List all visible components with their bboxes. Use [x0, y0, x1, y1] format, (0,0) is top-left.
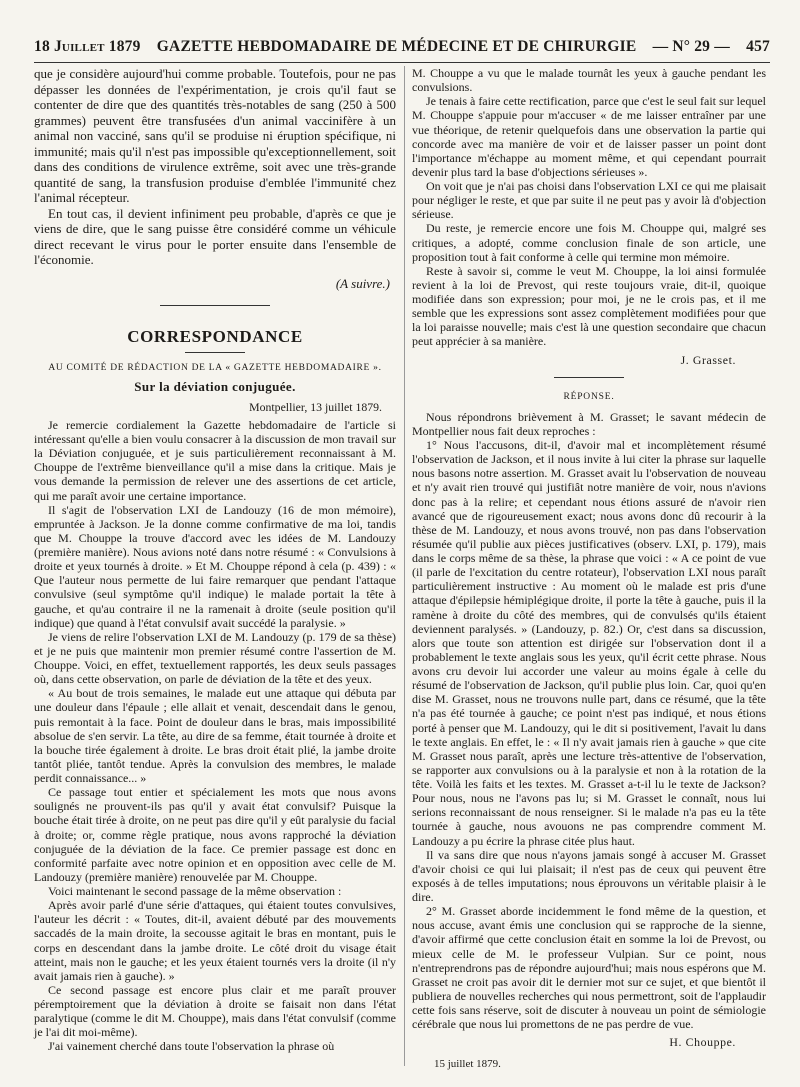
body-paragraph: 1° Nous l'accusons, dit-il, d'avoir mal et incomplètement résumé l'observation de Jackson, et il nous invite à lui citer la phrase sur laquelle nous basons notre assertion. M. Grasset avait lu l'observation de nouveau et n'y avait rien trouvé qui justifiât notre manière de voir, nous n'avions donc pas à la relire; et cependant nous étions assuré de n'avoir rien avancé que de rigoureusement exact; nous avons donc dû recourir à la thèse de M. Landouzy, et nous avons trouvé, non pas dans l'observation résumée qu'il publie aux pièces justificatives (observ. LXI, p. 179), mais dans le corps même de sa thèse, la phrase que voici : « A ce point de vue (il parle de l'excitation du centre rotateur), l'observation LXI nous paraît particulièrement instructive : Au moment où le malade est pris d'une attaque d'épilepsie hémiplégique droite, il porte la tête à gauche, puis il la ramène à droite du côté des membres, qui de convulsés qu'ils étaient deviennent paralysés. » (Landouzy, p. 82.) Or, c'est dans sa discussion, alors que toute son attention est dirigée sur l'observation dont il a probablement le texte anglais sous les yeux, qu'il écrit cette phrase. Nous avons cru devoir lui accorder une valeur au moins égale à celle du résumé de l'observation de Jackson, qu'il publie plus loin. Car, quoi qu'en dise M. Grasset, nous ne trouvons nulle part, dans ce résumé, que la tête n'a pas été tournée à gauche; ce point n'est pas indiqué, et nous étions porté à penser que M. Landouzy, qui le dit si positivement, l'avait lu dans le texte anglais. En effet, le : « Il n'y avait jamais rien à gauche » que cite M. Grasset nous paraît, après une lecture très-attentive de l'observation, se rapporter aux convulsions ou à la paralysie et non à la rotation de la tête. Voilà les faits et les textes. M. Grasset a-t-il lu le texte de Jackson? Pour nous, nous ne l'avons pas lu; si M. Grasset le connaît, nous lui serions reconnaissant de nous renseigner. Si le malade n'a pas eu la tête tournée à gauche, nous avouons ne pas comprendre comment M. Landouzy a pu écrire la phrase citée plus haut. — [412, 438, 766, 848]
right-column — [412, 66, 766, 1072]
body-paragraph: J'ai vainement cherché dans toute l'observation la phrase où — [48, 1039, 335, 1054]
section-divider — [160, 305, 270, 306]
body-paragraph: En tout cas, il devient infiniment peu probable, d'après ce que je viens de dire, que le sang puisse être considéré comme un véhicule direct recevant le virus pour le porter ensuite dans l'ensemble de l'économie. — [34, 205, 396, 268]
issue-date: 18 Juillet 1879 — [34, 38, 141, 55]
body-paragraph: M. Chouppe a vu que le malade tournât les yeux à gauche pendant les convulsions. — [412, 66, 766, 95]
body-paragraph: que je considère aujourd'hui comme probable. Toutefois, pour ne pas dépasser les données de l'expérimentation, je crois qu'il faut se contenter de dire que des quantités très-notables de sang (250 à 500 grammes) peuvent être transfusées d'un animal vaccinifère à un animal non vacciné, sans qu'il se produise ni éruption spécifique, ni immunité; mais qu'il n'est pas impossible qu'exceptionnellement, soit dans des conditions de virulence extrême, soit avec une très-grande quantité de sang, la transfusion produise d'emblée l'immunité chez l'animal récepteur. — [34, 66, 396, 206]
body-paragraph: Ce second passage est encore plus clair et me paraît prouver péremptoirement que la déviation à droite se faisait non dans l'état paralytique (comme le dit M. Chouppe), mais dans l'état convulsif (comme je l'ai dit moi-même). — [34, 982, 396, 1040]
reply-heading: RÉPONSE. — [563, 391, 615, 402]
left-column — [34, 66, 396, 1054]
article-title: Sur la déviation conjuguée. — [134, 378, 296, 394]
body-paragraph: Du reste, je remercie encore une fois M. Chouppe qui, malgré ses critiques, a adopté, comme conclusion finale de son article, une proposition tout à fait conforme à celle qui termine mon mémoire. — [412, 221, 766, 264]
body-paragraph: Voici maintenant le second passage de la même observation : — [48, 884, 342, 899]
body-paragraph: Ce passage tout entier et spécialement les mots que nous avons soulignés ne prouvent-ils pas qu'il y avait état convulsif? Puisque la bouche était tirée à droite, on ne peut pas dire qu'il y eût paralysie du facial à droite; or, comme règle pratique, nous avons rapproché la déviation conjuguée de la déviation de la face. Ce premier passage est donc en conformité parfaite avec notre opinion et en opposition avec celle de M. Landouzy (première manière) renouvelée par M. Chouppe. — [34, 785, 396, 884]
header-rule — [34, 62, 770, 63]
page-header — [34, 38, 770, 56]
page-number: 457 — [746, 38, 770, 55]
journal-title: GAZETTE HEBDOMADAIRE DE MÉDECINE ET DE CHIRURGIE — [156, 38, 637, 55]
body-paragraph: On voit que je n'ai pas choisi dans l'observation LXI ce qui me plaisait pour négliger le reste, et que par suite il ne peut pas y avoir là d'objection sérieuse. — [412, 179, 766, 222]
body-paragraph: Il s'agit de l'observation LXI de Landouzy (16 de mon mémoire), empruntée à Jackson. Je la donne comme confirmative de ma loi, tandis que M. Chouppe la trouve d'accord avec les idées de M. Landouzy (première manière). Nous avions noté dans notre résumé : « Convulsions à droite et yeux tournés à droite. » Et M. Chouppe répond à cela (p. 439) : « Que l'auteur nous permette de lui faire remarquer que pendant l'attaque convulsive (seul symptôme qu'il indique) le malade portait la tête à gauche, et qu'au contraire il ne la ramenait à droite (seule position qu'il indique) que quand à l'état convulsif avait succédé la paralysie. » — [34, 502, 396, 630]
to-be-continued: (A suivre.) — [335, 275, 390, 291]
reply-divider — [554, 377, 624, 378]
body-paragraph: Reste à savoir si, comme le veut M. Chouppe, la loi ainsi formulée revient à la loi de Prevost, qui reste toujours vraie, dit-il, quoique modifiée dans son expression; pour moi, je ne le crois pas, et il me semble que les expressions sont assez complètement modifiées pour que la loi paraisse nouvelle; mais c'est là une question secondaire que chacun peut apprécier à sa manière. — [412, 263, 766, 349]
body-paragraph: Après avoir parlé d'une série d'attaques, qui étaient toutes convulsives, l'auteur les décrit : « Toutes, dit-il, avaient débuté par des mouvements saccadés de la main droite, la secousse agitait le bras en montant, puis le corps en descendant dans la jambe droite. Le côté droit du visage était atteint, mais non le gauche; et les yeux étaient tournés vers la droite (il n'y avait jamais rien à gauche). » — [34, 898, 396, 983]
footer-date: 15 juillet 1879. — [434, 1058, 501, 1071]
previous-article-end — [34, 66, 396, 291]
title-rule — [185, 352, 245, 353]
signature-chouppe: H. Chouppe. — [669, 1035, 736, 1050]
signature-grasset: J. Grasset. — [680, 352, 736, 367]
body-paragraph: Il va sans dire que nous n'ayons jamais songé à accuser M. Grasset d'avoir choisi ce qui lui plaisait; il n'est pas de ceux qui peuvent être exposés à de telles imputations; nous éprouvons un véritable plaisir à le dire. — [412, 847, 766, 904]
section-title: CORRESPONDANCE — [127, 327, 303, 347]
body-paragraph: Je remercie cordialement la Gazette hebdomadaire de l'article si intéressant qu'elle a bien voulu consacrer à la discussion de mon travail sur la Déviation conjuguée, et je suis particulièrement reconnaissant à M. Chouppe de l'extrême bienveillance qu'il a mise dans la critique. Mais je vous demande la permission de relever une des assertions de cet article, qui me paraît avoir une certaine importance. — [34, 417, 396, 503]
letter-dateline: Montpellier, 13 juillet 1879. — [249, 399, 382, 414]
body-paragraph: Je tenais à faire cette rectification, parce que c'est le seul fait sur lequel M. Chouppe s'appuie pour m'accuser « de me laisser entraîner par une vue théorique, de retenir quelquefois dans une observation la partie qui concorde avec ma manière de voir et de laisser passer un point dont l'importance m'échappe au moment même, et qui cependant pourrait devenir plus tard la base d'objections sérieuses ». — [412, 94, 766, 179]
quote-paragraph: « Au bout de trois semaines, le malade eut une attaque qui débuta par une douleur dans l'épaule ; elle allait et venait, descendait dans le genou, puis remontait à la face. Point de douleur dans le bras, mais impossibilité absolue de s'en servir. La tête, au dire de sa femme, était tournée à droite et la bouche tirée également à droite. Le bras droit était plié, la jambe droite tantôt pliée, tantôt tendue. Après la convulsion des membres, le malade perdit connaissance... » — [34, 686, 396, 786]
column-separator — [404, 66, 405, 1066]
section-subhead: AU COMITÉ DE RÉDACTION DE LA « GAZETTE HEBDOMADAIRE ». — [48, 362, 382, 373]
body-paragraph: 2° M. Grasset aborde incidemment le fond même de la question, et nous accuse, avant émis une conclusion qui se rapproche de la sienne, d'avoir affirmé que cette conclusion était en somme la loi de Prevost, ou mieux celle de M. le professeur Vulpian. Sur ce point, nous n'entreprendrons pas de répondre aujourd'hui; mais nous espérons que M. Grasset ne croit pas avoir dit le dernier mot sur ce sujet, et que bientôt il publiera de nouvelles recherches qui nous permettront, soit de l'applaudir cette fois sans réserve, soit de discuter à nouveau un point de sémiologie cérébrale que nous lui promettons de ne pas perdre de vue. — [412, 904, 766, 1032]
body-paragraph: Nous répondrons brièvement à M. Grasset; le savant médecin de Montpellier nous fait deux reproches : — [412, 409, 766, 438]
body-paragraph: Je viens de relire l'observation LXI de M. Landouzy (p. 179 de sa thèse) et je ne puis que maintenir mon premier résumé contre l'assertion de M. Chouppe. Voici, en effet, textuellement rapportés, les deux seuls passages où, dans cette observation, on parle de déviation de la tête et des yeux. — [34, 629, 396, 687]
issue-number: — N° 29 — — [652, 38, 730, 55]
